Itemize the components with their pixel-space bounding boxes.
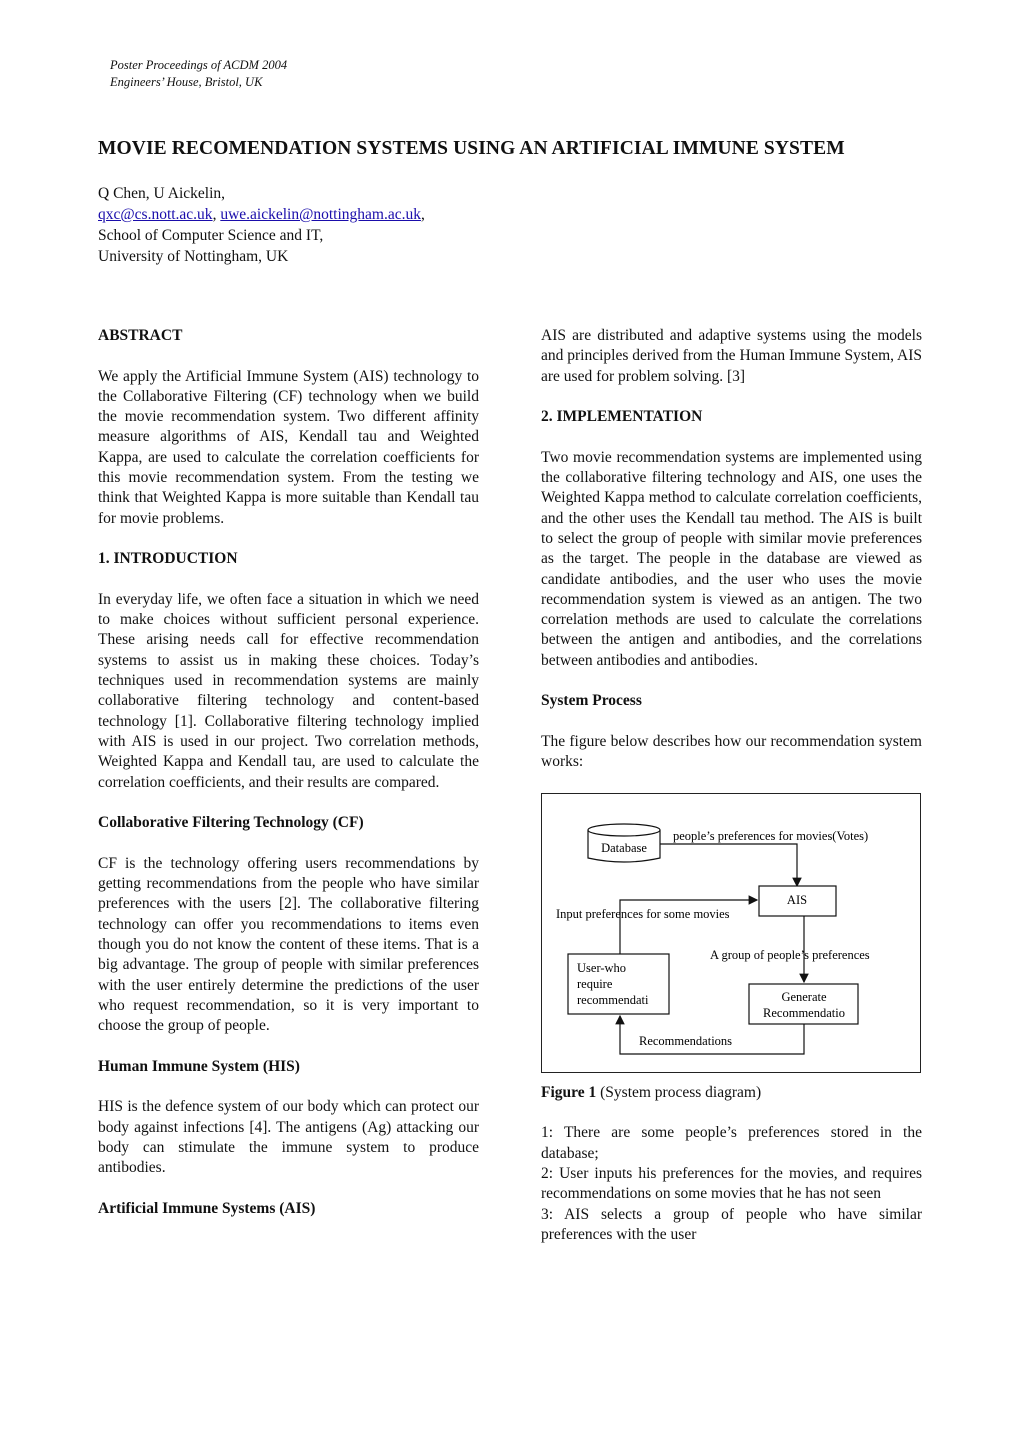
input-label: Input preferences for some movies	[556, 906, 730, 921]
figure-caption-text: (System process diagram)	[596, 1083, 762, 1101]
conference-venue: Engineers’ House, Bristol, UK	[110, 75, 263, 89]
author-emails: qxc@cs.nott.ac.uk, uwe.aickelin@nottingham.ac.uk,	[98, 206, 425, 223]
ais-heading: Artificial Immune Systems (AIS)	[98, 1199, 316, 1217]
cf-text: CF is the technology offering users recommendations by getting recommendations from the people who have similar preferences with the users [2]. The collaborative filtering technology can offer you recommendations to items even though you do not know the content of these items. That is a big advantage. The group of people with similar preferences with the user entirely determine the predictions of the user who request recommendation, so it is very important to choose the group of people.	[98, 854, 479, 1035]
author-school: School of Computer Science and IT,	[98, 227, 324, 244]
author-names: Q Chen, U Aickelin,	[98, 185, 225, 202]
intro-heading: 1. INTRODUCTION	[98, 550, 238, 568]
abstract-heading: ABSTRACT	[98, 327, 183, 344]
process-steps	[541, 1123, 922, 1245]
system-process-diagram	[541, 793, 921, 1073]
his-text: HIS is the defence system of our body which can protect our body against infections [4]. The antigens (Ag) attacking our body can stimulate the immune system to produce antibodies.	[98, 1098, 479, 1177]
user-label-line3: recommendati	[577, 992, 649, 1007]
author-block	[98, 183, 425, 267]
ais-text: AIS are distributed and adaptive systems using the models and principles derived from the Human Immune System, AIS are used for problem solving. [3]	[541, 327, 922, 385]
abstract-text: We apply the Artificial Immune System (AIS) technology to the Collaborative Filtering (CF) technology when we build the movie recommendation system. Two different affinity measure algorithms of AIS, Kendall tau and Weighted Kappa, are used to calculate the correlation coefficients for this movie recommendation system. From the testing we think that Weighted Kappa is more suitable than Kendall tau for movie problems.	[98, 367, 479, 527]
user-label-line1: User-who	[577, 960, 627, 975]
email-link-2[interactable]: uwe.aickelin@nottingham.ac.uk	[220, 206, 421, 223]
conference-header	[110, 57, 287, 91]
conference-name: Poster Proceedings of ACDM 2004	[110, 58, 288, 72]
intro-text: In everyday life, we often face a situation in which we need to make choices without sufficient personal experience. These arising needs call for effective recommendation systems to assist us in making these choices. Today’s techniques used in recommendation systems are mainly collaborative filtering technology and content-based technology [1]. Collaborative filtering technology implied with AIS is used in our project. Two correlation methods, Weighted Kappa and Kendall tau, are used to calculate the correlation coefficients, and their results are compared.	[98, 590, 479, 791]
author-university: University of Nottingham, UK	[98, 248, 289, 265]
ais-label: AIS	[786, 892, 808, 907]
implementation-text: Two movie recommendation systems are implemented using the collaborative filtering technology and AIS, one uses the Weighted Kappa method to calculate correlation coefficients, and the other uses the Kendall tau method. The AIS is built to select the group of people with similar movie preferences as the target. The people in the database are viewed as candidate antibodies, and the user who uses the movie recommendation system is viewed as an antigen. The two correlation methods are used to calculate the correlations between the antigen and antibodies, and the correlations between antibodies and antibodies.	[541, 448, 922, 669]
left-column	[98, 326, 479, 1219]
recommendations-label: Recommendations	[639, 1033, 733, 1048]
implementation-heading: 2. IMPLEMENTATION	[541, 408, 703, 426]
generate-label-line1: Generate	[781, 989, 827, 1004]
cf-heading: Collaborative Filtering Technology (CF)	[98, 814, 364, 832]
user-label-line2: require	[577, 976, 613, 991]
process-step: 1: There are some people’s preferences stored in the database;	[541, 1124, 922, 1162]
his-heading: Human Immune System (HIS)	[98, 1057, 300, 1075]
database-label: Database	[601, 840, 647, 855]
generate-label-line2: Recommendatio	[763, 1005, 845, 1020]
votes-label: people’s preferences for movies(Votes)	[673, 828, 869, 843]
database-node	[588, 824, 660, 862]
process-step: 2: User inputs his preferences for the movies, and requires recommendations on some movies that he has not seen	[541, 1165, 922, 1203]
votes-arrow	[660, 844, 797, 886]
figure-caption-label: Figure 1	[541, 1083, 597, 1101]
process-step: 3: AIS selects a group of people who have similar preferences with the user	[541, 1205, 922, 1243]
right-column	[541, 326, 922, 1245]
paper-title: MOVIE RECOMENDATION SYSTEMS USING AN ARTIFICIAL IMMUNE SYSTEM	[98, 138, 845, 159]
system-process-text: The figure below describes how our recommendation system works:	[541, 732, 922, 771]
system-process-heading: System Process	[541, 692, 642, 710]
email-link-1[interactable]: qxc@cs.nott.ac.uk	[98, 206, 213, 223]
figure-caption	[541, 1083, 922, 1103]
group-label: A group of people’s preferences	[710, 947, 870, 962]
